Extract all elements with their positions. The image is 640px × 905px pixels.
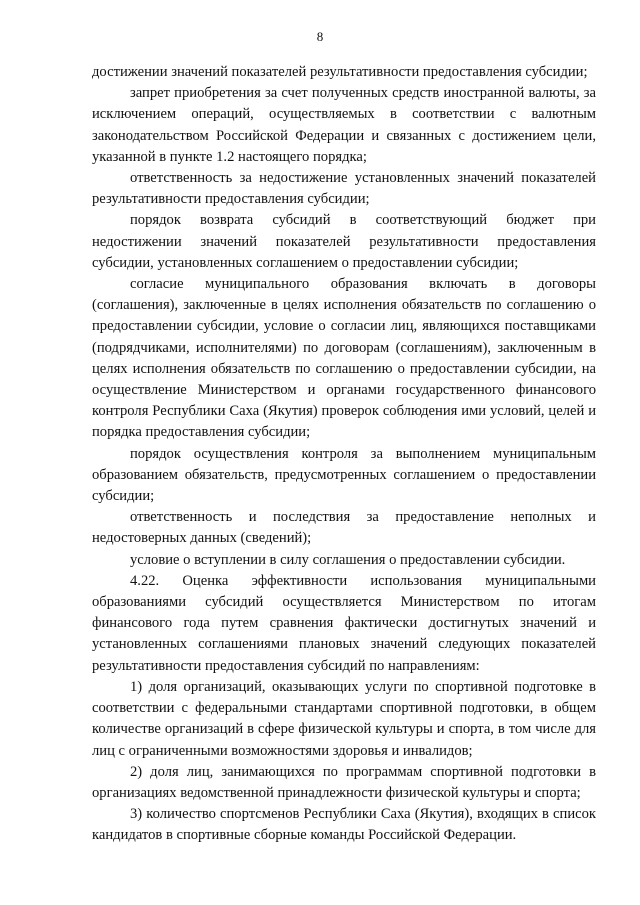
document-body	[92, 62, 596, 847]
paragraph: достижении значений показателей результативности предоставления субсидии;	[92, 64, 588, 80]
paragraph: ответственность за недостижение установленных значений показателей результативности предоставления субсидии;	[92, 170, 596, 208]
list-item: 1) доля организаций, оказывающих услуги по спортивной подготовке в соответствии с федеральными стандартами спортивной подготовки, в общем количестве организаций в сфере физической культуры и спорта, в том числе для лиц с ограниченными возможностями здоровья и инвалидов;	[92, 678, 596, 759]
paragraph: порядок осуществления контроля за выполнением муниципальным образованием обязательств, предусмотренных соглашением о предоставлении субсидии;	[92, 445, 596, 505]
paragraph: запрет приобретения за счет полученных средств иностранной валюты, за исключением операций, осуществляемых в соответствии с валютным законодательством Российской Федерации и связанных с достижением цели, указанной в пункте 1.2 настоящего порядка;	[92, 85, 596, 165]
paragraph: согласие муниципального образования включать в договоры (соглашения), заключенные в целях исполнения обязательств по соглашению о предоставлении субсидии, условие о согласии лиц, являющихся поставщиками (подрядчиками, исполнителями) по договорам (соглашениям), заключенным в целях исполнения обязательств по соглашению о предоставлении субсидии, на осуществление Министерством и органами государственного финансового контроля Республики Саха (Якутия) проверок соблюдения ими условий, целей и порядка предоставления субсидии;	[92, 276, 596, 441]
paragraph: порядок возврата субсидий в соответствующий бюджет при недостижении значений показателей результативности предоставления субсидии, установленных соглашением о предоставлении субсидии;	[92, 212, 596, 271]
paragraph: условие о вступлении в силу соглашения о предоставлении субсидии.	[130, 551, 566, 568]
list-item: 2) доля лиц, занимающихся по программам спортивной подготовки в организациях ведомственной принадлежности физической культуры и спорта;	[92, 763, 596, 801]
paragraph: ответственность и последствия за предоставление неполных и недостоверных данных (сведений);	[92, 509, 596, 547]
list-item: 3) количество спортсменов Республики Саха (Якутия), входящих в список кандидатов в спортивные сборные команды Российской Федерации.	[92, 806, 596, 844]
page-number: 8	[316, 29, 324, 44]
paragraph-section-4-22: 4.22. Оценка эффективности использования муниципальными образованиями субсидий осуществляется Министерством по итогам финансового года путем сравнения фактически достигнутых значений и установленных соглашениями плановых значений следующих показателей результативности предоставления субсидий по направлениям:	[92, 572, 596, 674]
